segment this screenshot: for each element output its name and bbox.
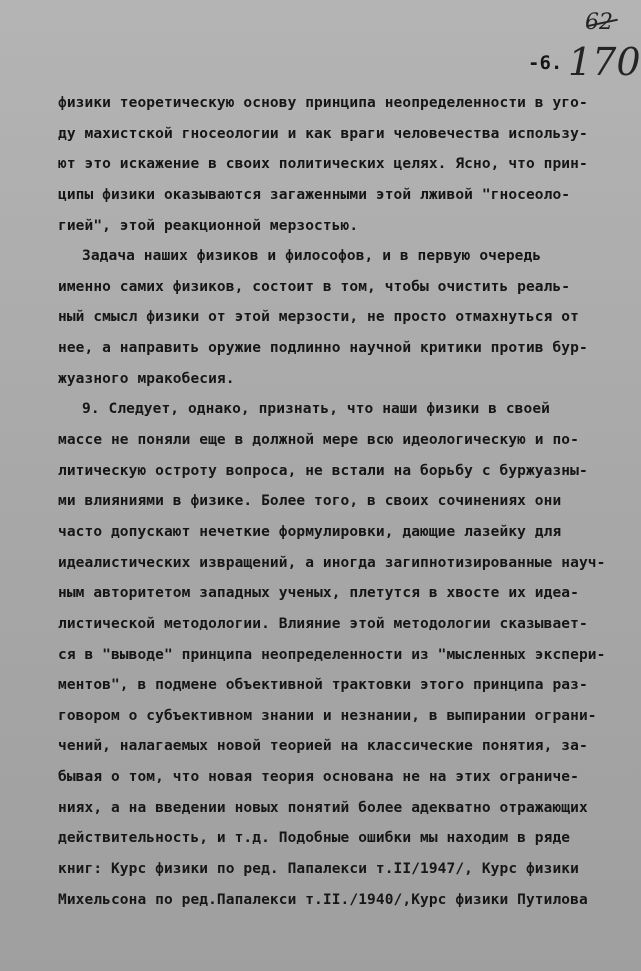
text-line: действительность, и т.д. Подобные ошибки мы находим в ряде <box>58 830 571 847</box>
text-line: жуазного мракобесия. <box>58 370 235 387</box>
text-line: гией", этой реакционной мерзостью. <box>58 217 359 234</box>
text-line: литическую остроту вопроса, не встали на борьбу с буржуазны- <box>58 462 588 479</box>
text-line: чений, налагаемых новой теорией на классические понятия, за- <box>58 738 588 755</box>
text-line: именно самих физиков, состоит в том, чтобы очистить реаль- <box>58 278 571 295</box>
text-line: ся в "выводе" принципа неопределенности из "мысленных экспери- <box>58 646 606 663</box>
text-line: нее, а направить оружие подлинно научной критики против бур- <box>58 340 588 357</box>
text-line: физики теоретическую основу принципа неопределенности в уго- <box>58 95 588 111</box>
text-line: массе не поняли еще в должной мере всю идеологическую и по- <box>58 432 579 449</box>
text-line: Михельсона по ред.Папалекси т.II./1940/,Курс физики Путилова <box>58 891 588 908</box>
document-body <box>58 88 628 915</box>
text-line: ду махистской гносеологии и как враги человечества использу- <box>58 125 588 142</box>
text-line: идеалистических извращений, а иногда загипнотизированные науч- <box>58 554 606 571</box>
paragraph-start-line: Задача наших физиков и философов, и в первую очередь <box>82 248 542 265</box>
text-line: книг: Курс физики по ред. Папалекси т.II/1947/, Курс физики <box>58 861 579 878</box>
text-line: листической методологии. Влияние этой методологии сказывает- <box>58 615 588 632</box>
handwritten-old-folio-number: 62 <box>585 10 613 35</box>
page-number: -6. <box>528 52 563 74</box>
text-line: бывая о том, что новая теория основана не на этих ограниче- <box>58 769 579 786</box>
text-line: ципы физики оказываются загаженными этой лживой "гносеоло- <box>58 186 571 203</box>
text-line: ный смысл физики от этой мерзости, не просто отмахнуться от <box>58 309 579 326</box>
text-line: ниях, а на введении новых понятий более адекватно отражающих <box>58 799 588 816</box>
text-line: часто допускают нечеткие формулировки, дающие лазейку для <box>58 523 562 540</box>
text-line: ми влияниями в физике. Более того, в своих сочинениях они <box>58 493 562 510</box>
text-line: ным авторитетом западных ученых, плетутся в хвосте их идеа- <box>58 585 579 602</box>
text-line: ют это искажение в своих политических целях. Ясно, что прин- <box>58 156 588 173</box>
text-line: ментов", в подмене объективной трактовки этого принципа раз- <box>58 677 588 694</box>
section-9-start-line: 9. Следует, однако, признать, что наши физики в своей <box>82 401 550 418</box>
handwritten-folio-number: 170 <box>568 40 641 84</box>
text-line: говором о субъективном знании и незнании, в выпирании ограни- <box>58 707 597 724</box>
